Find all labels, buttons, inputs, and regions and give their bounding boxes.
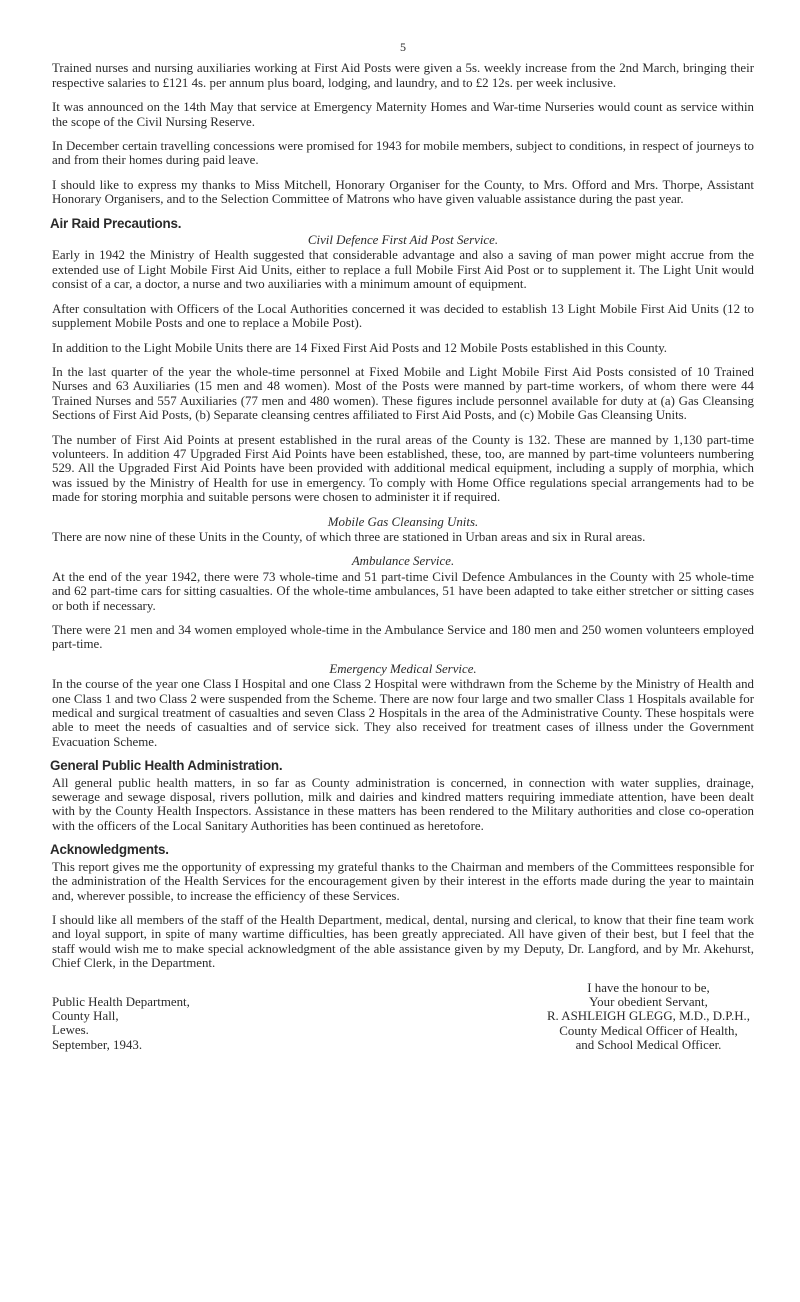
closing-line: I have the honour to be,	[587, 980, 710, 995]
public-health-paragraph-1: All general public health matters, in so far as County administration is concerned, in connection with water supplies, drainage, sewerage and sewage disposal, rivers pollution, milk and dairies and kindred matters requiring immediate attention, have been dealt with by the County Health Inspectors. Assistance in these matters has been rendered to the Military authorities and close co-operation with the officers of the Local Sanitary Authorities has been continued as heretofore.	[52, 775, 754, 833]
intro-paragraph-1: Trained nurses and nursing auxiliaries working at First Aid Posts were given a 5s. weekly increase from the 2nd March, bringing their respective salaries to £121 4s. per annum plus board, lodging, and laundry, and to £2 12s. per week inclusive.	[52, 61, 754, 90]
address-line: Public Health Department,	[52, 994, 190, 1009]
intro-paragraph-2: It was announced on the 14th May that service at Emergency Maternity Homes and War-time Nurseries would count as service within the scope of the Civil Nursing Reserve.	[52, 100, 754, 129]
civil-defence-subheading: Civil Defence First Aid Post Service.	[307, 233, 499, 248]
mobile-gas-subheading: Mobile Gas Cleansing Units.	[327, 514, 479, 529]
civil-defence-paragraph-3: In addition to the Light Mobile Units there are 14 Fixed First Aid Posts and 12 Mobile Posts established in this County.	[52, 340, 668, 355]
intro-paragraph-4: I should like to express my thanks to Miss Mitchell, Honorary Organiser for the County, to Mrs. Offord and Mrs. Thorpe, Assistant Honorary Organisers, and to the Selection Committee of Matrons who have given valuable assistance during the past year.	[52, 177, 754, 207]
public-health-heading: General Public Health Administration.	[50, 758, 283, 774]
air-raid-heading: Air Raid Precautions.	[50, 215, 182, 231]
signature-block	[52, 981, 754, 1053]
ambulance-paragraph-1: At the end of the year 1942, there were 73 whole-time and 51 part-time Civil Defence Ambulances in the County with 25 whole-time and 62 part-time cars for sitting casualties. Of the whole-time ambulances, 51 have been adapted to take either stretcher or sitting cases or both if necessary.	[52, 569, 754, 613]
address-line: County Hall,	[52, 1008, 119, 1023]
civil-defence-paragraph-4: In the last quarter of the year the whole-time personnel at Fixed Mobile and Light Mobile First Aid Posts consisted of 10 Trained Nurses and 63 Auxiliaries (15 men and 48 women). Most of the Posts were manned by part-time workers, of whom there were 44 Trained Nurses and 557 Auxiliaries (77 men and 480 women). These figures include personnel available for duty at (a) Gas Cleansing Sections of First Aid Posts, (b) Separate cleansing centres affiliated to First Aid Posts, and (c) Mobile Gas Cleansing Units.	[52, 364, 754, 423]
civil-defence-paragraph-2: After consultation with Officers of the Local Authorities concerned it was decided to establish 13 Light Mobile First Aid Units (12 to supplement Mobile Posts and one to replace a Mobile Post).	[52, 301, 754, 331]
signatory-title: and School Medical Officer.	[575, 1038, 722, 1053]
emergency-medical-subheading: Emergency Medical Service.	[329, 661, 477, 676]
signatory-title: County Medical Officer of Health,	[559, 1023, 738, 1038]
mobile-gas-paragraph-1: There are now nine of these Units in the County, of which three are stationed in Urban areas and six in Rural areas.	[52, 529, 646, 544]
civil-defence-paragraph-1: Early in 1942 the Ministry of Health suggested that considerable advantage and also a saving of man power might accrue from the extended use of Light Mobile First Aid Units, either to replace a full Mobile First Aid Post or to supplement it. The Light Unit would consist of a car, a doctor, a nurse and two auxiliaries with a minimum amount of equipment.	[52, 248, 754, 292]
page-number: 5	[400, 40, 406, 54]
acknowledgments-paragraph-1: This report gives me the opportunity of expressing my grateful thanks to the Chairman and members of the Committees responsible for the administration of the Health Services for the encouragement given by their interest in the efforts made during the year to maintain and, wherever possible, to increase the efficiency of these Services.	[52, 859, 754, 903]
civil-defence-paragraph-5: The number of First Aid Points at present established in the rural areas of the County is 132. These are manned by 1,130 part-time volunteers. In addition 47 Upgraded First Aid Points have been established, these, too, are manned by part-time volunteers numbering 529. All the Upgraded First Aid Points have been provided with additional medical equipment, including a supply of morphia, which was issued by the Ministry of Health for use in emergency. To comply with Home Office regulations special arrangements had to be made for storing morphia and suitable persons were chosen to administer it if required.	[52, 432, 754, 505]
ambulance-subheading: Ambulance Service.	[351, 554, 455, 569]
acknowledgments-heading: Acknowledgments.	[50, 842, 169, 858]
signatory	[547, 981, 754, 1053]
emergency-medical-paragraph-1: In the course of the year one Class I Hospital and one Class 2 Hospital were withdrawn from the Scheme by the Ministry of Health and one Class 1 and two Class 2 were suspended from the Scheme. There are now four large and two smaller Class 1 Hospitals available for medical and surgical treatment of casualties and seven Class 2 Hospitals in the area of the Administrative County. These hospitals were able to meet the needs of casualties and of service sick. They also received for treatment cases of illness under the Government Evacuation Scheme.	[52, 677, 754, 749]
sender-address	[52, 981, 190, 1053]
closing-line: Your obedient Servant,	[589, 994, 708, 1009]
date-line: September, 1943.	[52, 1037, 143, 1052]
acknowledgments-paragraph-2: I should like all members of the staff of the Health Department, medical, dental, nursing and clerical, to know that their fine team work and loyal support, in spite of many wartime difficulties, has been greatly appreciated. All have given of their best, but I feel that the staff would wish me to make special acknowledgment of the able assistance given by my Deputy, Dr. Langford, and by Mr. Akehurst, Chief Clerk, in the Department.	[52, 912, 754, 971]
signatory-name: R. ASHLEIGH GLEGG, M.D., D.P.H.,	[546, 1009, 750, 1024]
intro-paragraph-3: In December certain travelling concessions were promised for 1943 for mobile members, subject to conditions, in respect of journeys to and from their homes during paid leave.	[52, 139, 754, 168]
address-line: Lewes.	[52, 1023, 89, 1038]
document-page	[52, 40, 754, 1053]
ambulance-paragraph-2: There were 21 men and 34 women employed whole-time in the Ambulance Service and 180 men and 250 women volunteers employed part-time.	[52, 623, 754, 652]
